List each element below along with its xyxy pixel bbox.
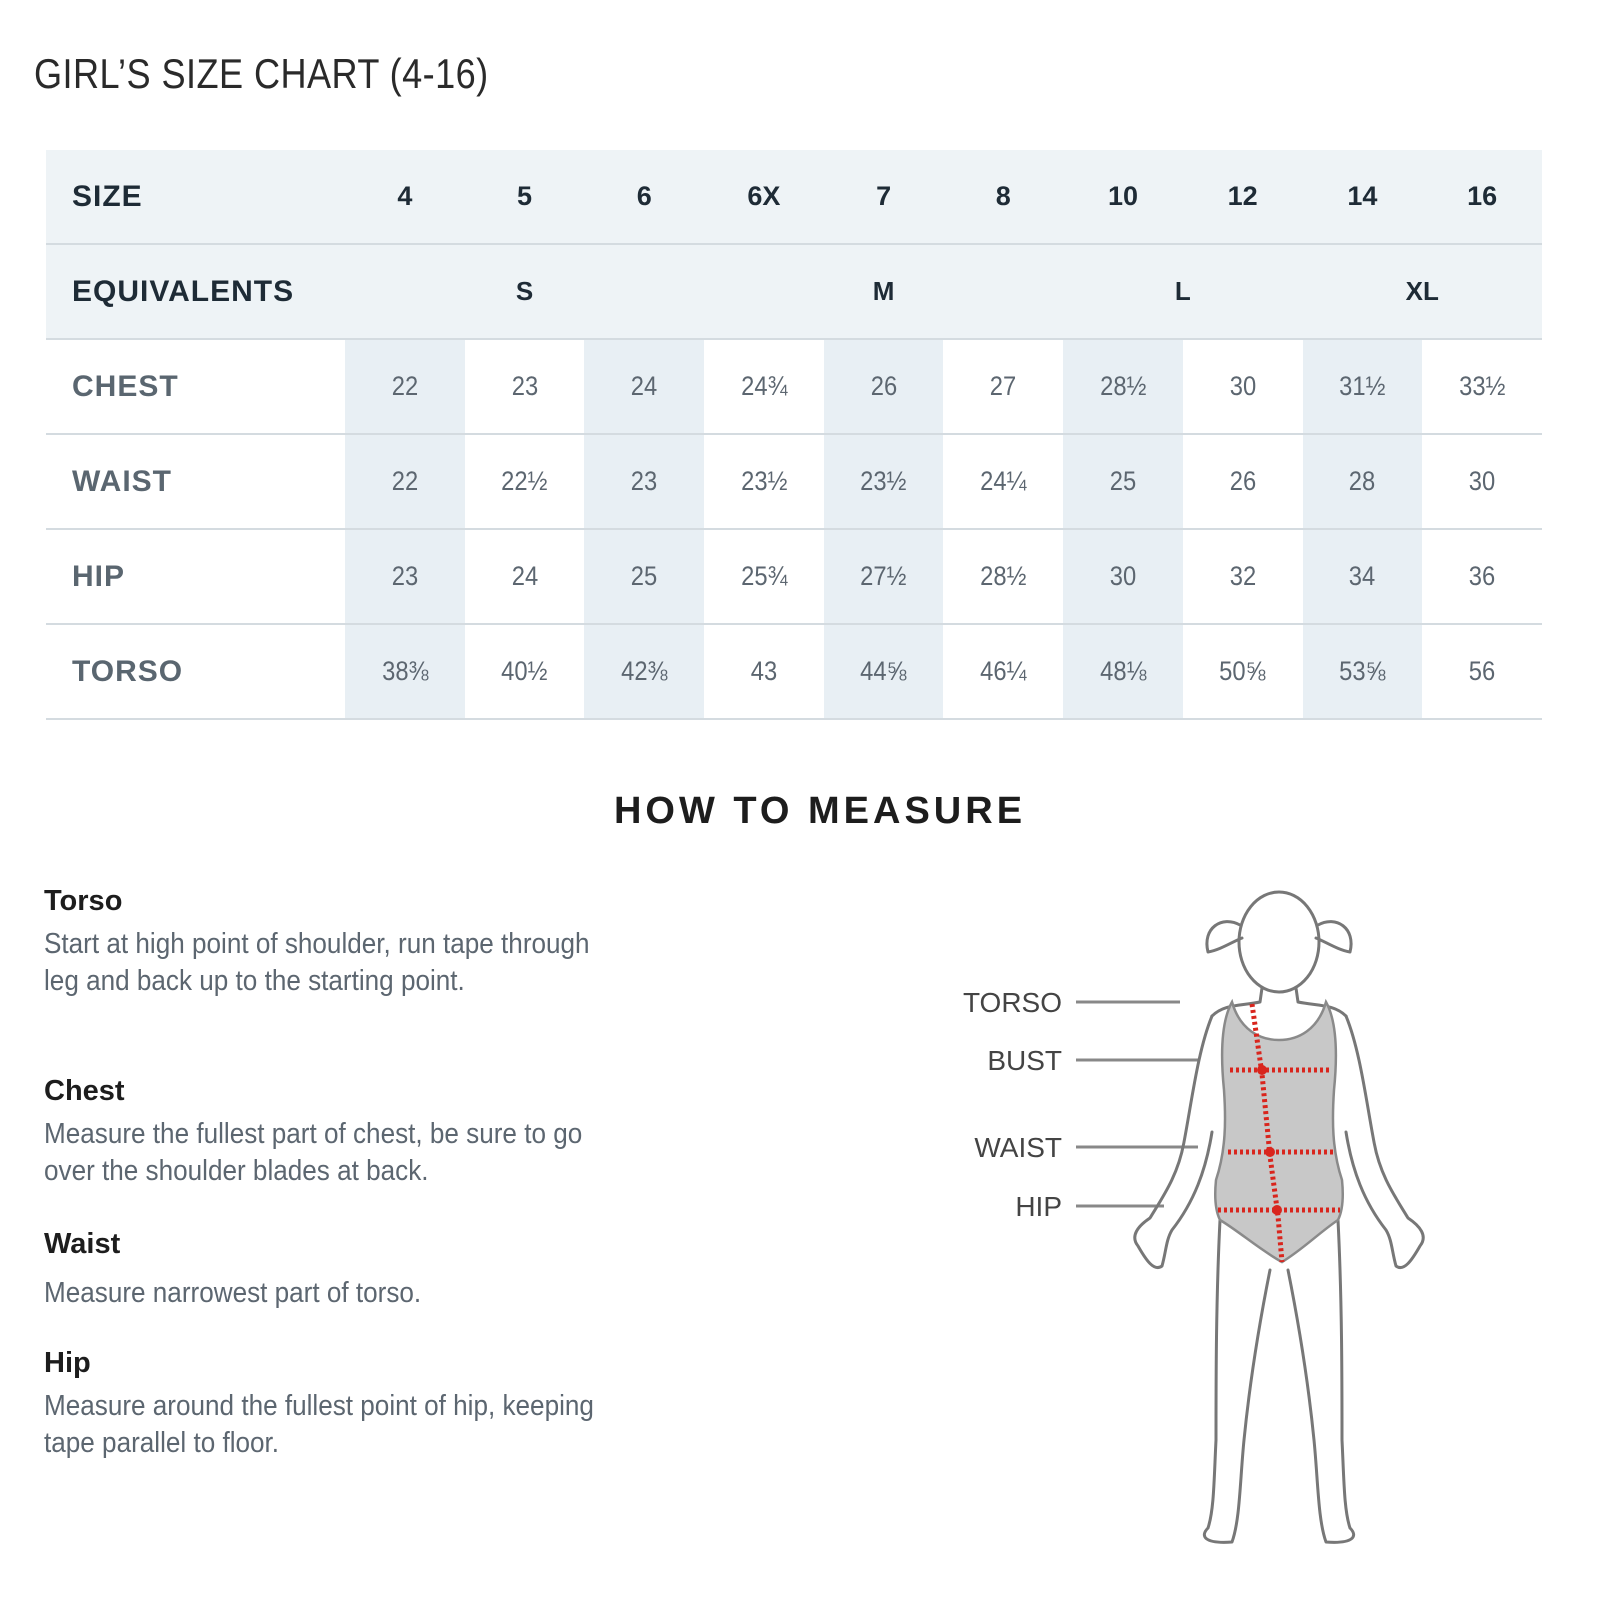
measurement-cell: 56 bbox=[1422, 624, 1542, 719]
torso-instruction bbox=[44, 885, 664, 1000]
left-pigtail-icon bbox=[1207, 922, 1242, 952]
measurement-cell: 24¾ bbox=[704, 339, 824, 434]
hip-instruction bbox=[44, 1347, 664, 1462]
measurement-cell: 53⅝ bbox=[1303, 624, 1423, 719]
measurement-cell: 22½ bbox=[465, 434, 585, 529]
hip-instruction-text: Measure around the fullest point of hip, keeping tape parallel to floor. bbox=[44, 1390, 594, 1459]
hip-row bbox=[46, 529, 1542, 624]
chest-instruction bbox=[44, 1075, 664, 1190]
size-cell: 10 bbox=[1063, 150, 1183, 244]
measurement-cell: 25 bbox=[1063, 434, 1183, 529]
measurement-cell: 44⅝ bbox=[824, 624, 944, 719]
measurement-cell: 36 bbox=[1422, 529, 1542, 624]
equivalent-cell: XL bbox=[1303, 244, 1543, 339]
torso-row bbox=[46, 624, 1542, 719]
size-cell: 12 bbox=[1183, 150, 1303, 244]
measurement-cell: 42⅜ bbox=[584, 624, 704, 719]
size-row bbox=[46, 150, 1542, 244]
size-cell: 4 bbox=[345, 150, 465, 244]
waist-instruction-text: Measure narrowest part of torso. bbox=[44, 1277, 422, 1309]
chest-row bbox=[46, 339, 1542, 434]
measurement-cell: 27 bbox=[943, 339, 1063, 434]
size-cell: 16 bbox=[1422, 150, 1542, 244]
measurement-cell: 31½ bbox=[1303, 339, 1423, 434]
measurement-cell: 23 bbox=[584, 434, 704, 529]
measurement-cell: 28½ bbox=[1063, 339, 1183, 434]
waist-crossing-dot bbox=[1265, 1147, 1275, 1157]
measurement-cell: 30 bbox=[1422, 434, 1542, 529]
waist-instruction-heading: Waist bbox=[44, 1228, 121, 1260]
measurement-cell: 26 bbox=[824, 339, 944, 434]
measurement-cell: 48⅛ bbox=[1063, 624, 1183, 719]
measurement-cell: 24 bbox=[584, 339, 704, 434]
measurement-cell: 24 bbox=[465, 529, 585, 624]
hip-row-label: HIP bbox=[46, 529, 345, 624]
measurement-cell: 26 bbox=[1183, 434, 1303, 529]
torso-instruction-heading: Torso bbox=[44, 885, 123, 917]
hip-figure-label: HIP bbox=[1015, 1191, 1062, 1222]
measurement-cell: 25 bbox=[584, 529, 704, 624]
size-cell: 7 bbox=[824, 150, 944, 244]
chest-instruction-text: Measure the fullest part of chest, be sure to go over the shoulder blades at back. bbox=[44, 1118, 583, 1187]
measurement-cell: 40½ bbox=[465, 624, 585, 719]
hip-instruction-heading: Hip bbox=[44, 1347, 91, 1379]
page-title: GIRL’S SIZE CHART (4-16) bbox=[34, 50, 489, 97]
size-cell: 8 bbox=[943, 150, 1063, 244]
measurement-cell: 46¼ bbox=[943, 624, 1063, 719]
chest-instruction-heading: Chest bbox=[44, 1075, 125, 1107]
size-cell: 5 bbox=[465, 150, 585, 244]
waist-figure-label: WAIST bbox=[974, 1132, 1062, 1163]
hip-crossing-dot bbox=[1272, 1205, 1282, 1215]
measurement-cell: 27½ bbox=[824, 529, 944, 624]
waist-row bbox=[46, 434, 1542, 529]
measurement-cell: 30 bbox=[1063, 529, 1183, 624]
measurement-cell: 23 bbox=[465, 339, 585, 434]
head-icon bbox=[1239, 892, 1319, 992]
measurement-cell: 24¼ bbox=[943, 434, 1063, 529]
how-to-measure-title: HOW TO MEASURE bbox=[613, 790, 1027, 832]
bust-crossing-dot bbox=[1257, 1065, 1267, 1075]
measurement-cell: 22 bbox=[345, 434, 465, 529]
measurement-cell: 33½ bbox=[1422, 339, 1542, 434]
size-cell: 14 bbox=[1303, 150, 1423, 244]
equivalents-row-label: EQUIVALENTS bbox=[46, 244, 345, 339]
equivalent-cell: M bbox=[704, 244, 1063, 339]
swimsuit-shape bbox=[1215, 1002, 1343, 1262]
measurement-cell: 28 bbox=[1303, 434, 1423, 529]
measurement-cell: 23½ bbox=[704, 434, 824, 529]
torso-row-label: TORSO bbox=[46, 624, 345, 719]
waist-row-label: WAIST bbox=[46, 434, 345, 529]
torso-instruction-text: Start at high point of shoulder, run tape through leg and back up to the starting point. bbox=[44, 928, 590, 997]
bust-figure-label: BUST bbox=[987, 1045, 1062, 1076]
measurement-cell: 43 bbox=[704, 624, 824, 719]
size-row-label: SIZE bbox=[46, 150, 345, 244]
measurement-cell: 25¾ bbox=[704, 529, 824, 624]
measurement-cell: 28½ bbox=[943, 529, 1063, 624]
waist-instruction bbox=[44, 1228, 664, 1312]
measurement-cell: 50⅝ bbox=[1183, 624, 1303, 719]
measurement-cell: 23 bbox=[345, 529, 465, 624]
equivalent-cell: S bbox=[345, 244, 704, 339]
girl-figure-illustration bbox=[940, 880, 1460, 1570]
equivalents-row bbox=[46, 244, 1542, 339]
measurement-cell: 23½ bbox=[824, 434, 944, 529]
measurement-cell: 30 bbox=[1183, 339, 1303, 434]
measurement-figure bbox=[940, 880, 1460, 1570]
torso-figure-label: TORSO bbox=[962, 987, 1062, 1018]
equivalent-cell: L bbox=[1063, 244, 1302, 339]
measurement-cell: 38⅜ bbox=[345, 624, 465, 719]
measurement-cell: 32 bbox=[1183, 529, 1303, 624]
size-cell: 6 bbox=[584, 150, 704, 244]
measurement-cell: 34 bbox=[1303, 529, 1423, 624]
measurement-cell: 22 bbox=[345, 339, 465, 434]
right-pigtail-icon bbox=[1316, 922, 1351, 952]
size-cell: 6X bbox=[704, 150, 824, 244]
size-chart-table bbox=[46, 150, 1542, 720]
chest-row-label: CHEST bbox=[46, 339, 345, 434]
